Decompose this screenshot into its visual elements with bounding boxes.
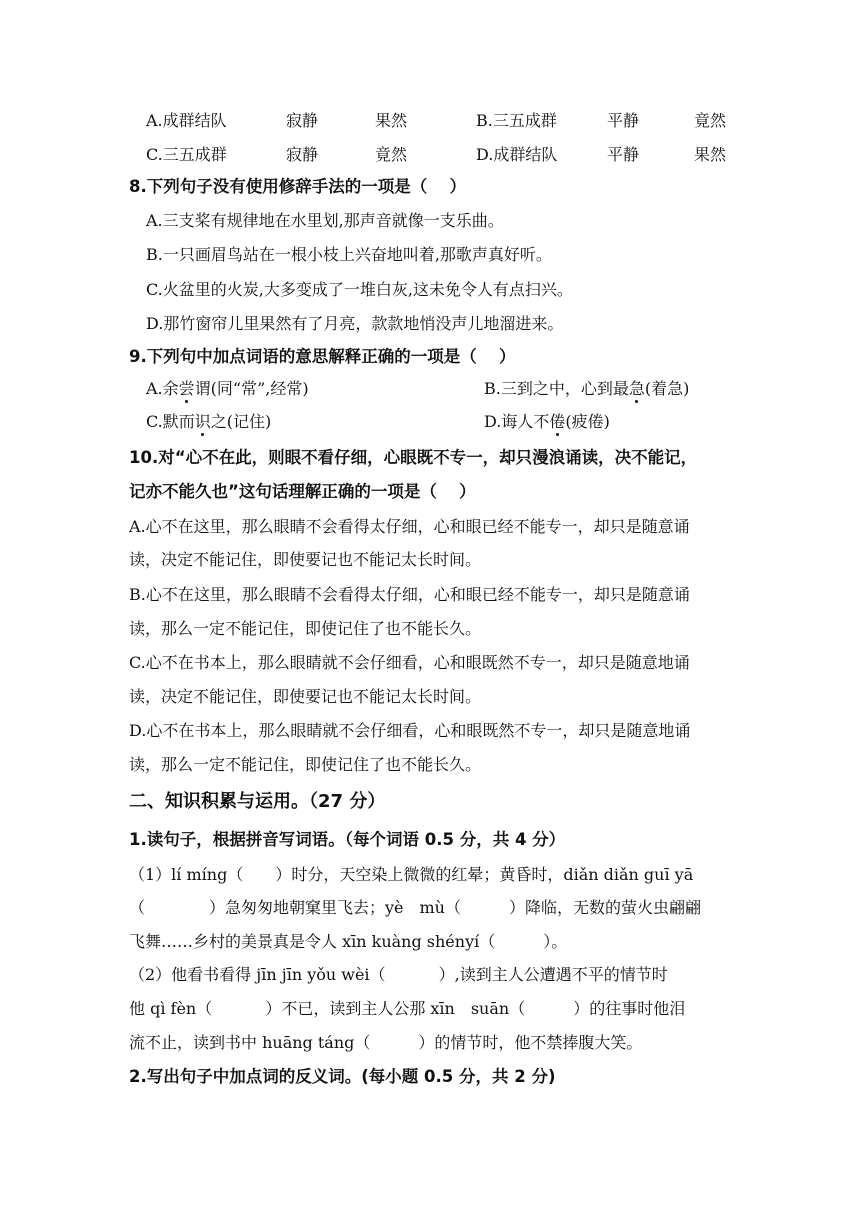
q8-option-d: D.那竹窗帘儿里果然有了月亮，款款地悄没声儿地溜进来。 <box>146 314 564 333</box>
q7-option-a-word3: 果然 <box>375 111 408 130</box>
q9-d-dotted-word: 倦 <box>549 412 566 431</box>
q7-option-d: D.成群结队 <box>476 145 558 164</box>
q10-title-line2: 记亦不能久也”这句话理解正确的一项是（ ） <box>129 482 476 501</box>
q7-option-c-word2: 寂静 <box>286 145 319 164</box>
q9-option-b: B.三到之中，心到最急(着急) <box>484 379 690 398</box>
q7-option-d-word2: 平静 <box>607 145 640 164</box>
q9-a-dotted-word: 尝 <box>178 379 195 398</box>
q8-option-c: C.火盆里的火炭,大多变成了一堆白灰,这未免令人有点扫兴。 <box>146 280 573 299</box>
section-2-q1-line2: （ ）急匆匆地朝窠里飞去；yè mù（ ）降临，无数的萤火虫翩翩 <box>129 898 701 917</box>
q10-option-d-line1: D.心不在书本上，那么眼睛就不会仔细看，心和眼既然不专一，却只是随意地诵 <box>129 721 691 740</box>
q10-option-c-line2: 读，决定不能记住，即使要记也不能记太长时间。 <box>129 687 482 706</box>
section-2-q1-line1: （1）lí míng（ ）时分，天空染上微微的红晕；黄昏时，diǎn diǎn guī yā <box>129 865 694 884</box>
q9-c-dotted-word: 识 <box>194 412 211 431</box>
q9-option-c: C.默而识之(记住) <box>146 412 272 431</box>
section-2-q1-line5: 他 qì fèn（ ）不已，读到主人公那 xīn suān（ ）的往事时他泪 <box>129 999 686 1018</box>
q7-option-b-word3: 竟然 <box>694 111 727 130</box>
q10-option-c-line1: C.心不在书本上，那么眼睛就不会仔细看，心和眼既然不专一，却只是随意地诵 <box>129 653 690 672</box>
q10-option-a-line1: A.心不在这里，那么眼睛不会看得太仔细，心和眼已经不能专一，却只是随意诵 <box>129 517 690 536</box>
q9-option-a: A.余尝谓(同“常”,经常) <box>146 379 309 398</box>
q9-b-dotted-word: 急 <box>628 379 645 398</box>
q8-option-a: A.三支桨有规律地在水里划,那声音就像一支乐曲。 <box>146 211 504 230</box>
q7-option-d-word3: 果然 <box>694 145 727 164</box>
q7-option-c-word3: 竟然 <box>375 145 408 164</box>
q10-option-d-line2: 读，那么一定不能记住，即使记住了也不能长久。 <box>129 755 482 774</box>
q7-option-c: C.三五成群 <box>146 145 227 164</box>
section-2-q1-line3: 飞舞……乡村的美景真是令人 xīn kuàng shényí（ ）。 <box>129 932 568 951</box>
section-2-q1-line6: 流不止，读到书中 huāng táng（ ）的情节时，他不禁捧腹大笑。 <box>129 1033 643 1052</box>
q10-option-a-line2: 读，决定不能记住，即使要记也不能记太长时间。 <box>129 550 482 569</box>
section-2-q1-title: 1.读句子，根据拼音写词语。（每个词语 0.5 分，共 4 分） <box>129 830 566 849</box>
q7-option-a: A.成群结队 <box>146 111 227 130</box>
q7-option-b: B.三五成群 <box>476 111 557 130</box>
q8-option-b: B.一只画眉鸟站在一根小枝上兴奋地叫着,那歌声真好听。 <box>146 245 552 264</box>
q7-option-b-word2: 平静 <box>607 111 640 130</box>
q8-title: 8.下列句子没有使用修辞手法的一项是（ ） <box>129 177 466 196</box>
q7-option-a-word2: 寂静 <box>286 111 319 130</box>
q10-title-line1: 10.对“心不在此，则眼不看仔细，心眼既不专一，却只漫浪诵读，决不能记， <box>129 448 698 467</box>
section-2-heading: 二、知识积累与运用。（27 分） <box>129 791 386 812</box>
section-2-q1-line4: （2）他看书看得 jīn jīn yǒu wèi（ ）,读到主人公遭遇不平的情节时 <box>129 965 668 984</box>
q10-option-b-line2: 读，那么一定不能记住，即使记住了也不能长久。 <box>129 619 482 638</box>
q9-title: 9.下列句中加点词语的意思解释正确的一项是（ ） <box>129 347 516 366</box>
q10-option-b-line1: B.心不在这里，那么眼睛不会看得太仔细，心和眼已经不能专一，却只是随意诵 <box>129 585 690 604</box>
section-2-q2-title: 2.写出句子中加点词的反义词。(每小题 0.5 分，共 2 分) <box>129 1067 556 1086</box>
q9-option-d: D.诲人不倦(疲倦) <box>484 412 610 431</box>
